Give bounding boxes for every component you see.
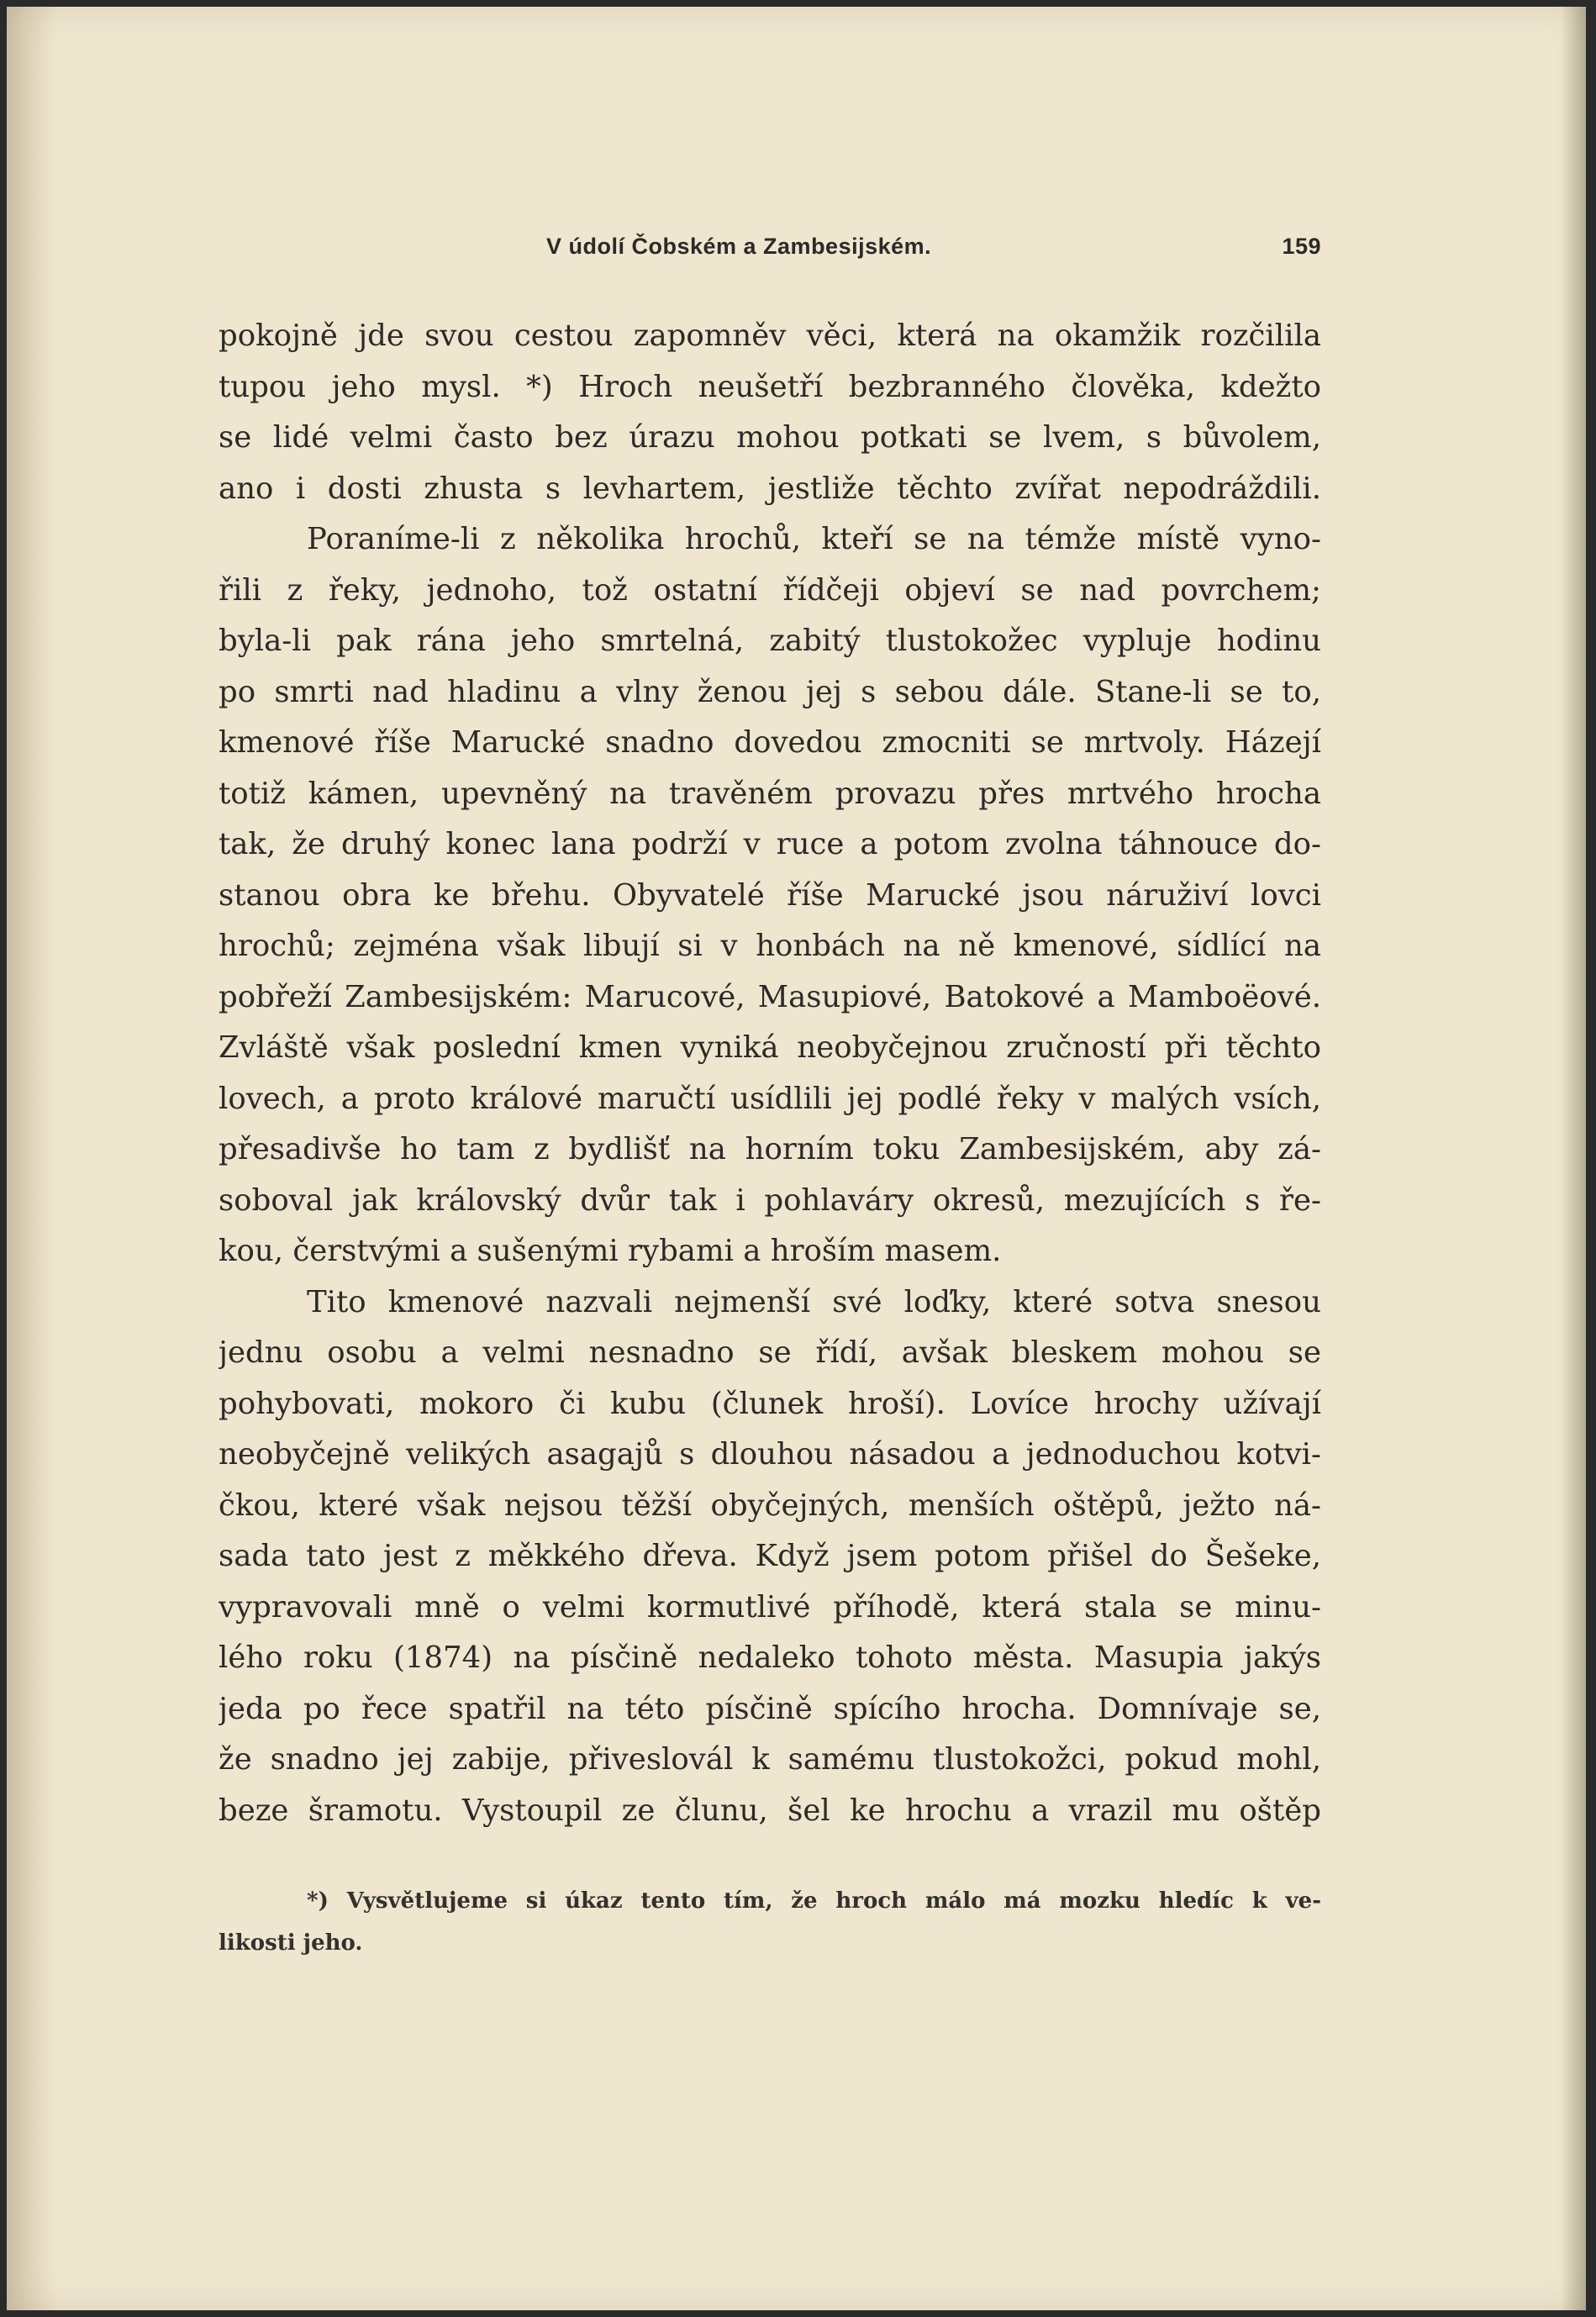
paragraph-2: [219, 514, 1321, 1277]
text-line: Tito kmenové nazvali nejmenší své loďky, které sotva snesou: [307, 1284, 1321, 1319]
text-line: čkou, které však nejsou těžší obyčejných, menších oštěpů, ježto ná-: [219, 1488, 1321, 1523]
text-line: kmenové říše Marucké snadno dovedou zmocniti se mrtvoly. Házejí: [219, 725, 1321, 760]
text-line: že snadno jej zabije, přiveslovál k samému tlustokožci, pokud mohl,: [219, 1742, 1321, 1777]
text-line: pokojně jde svou cestou zapomněv věci, která na okamžik rozčilila: [219, 319, 1321, 353]
text-line: jeda po řece spatřil na této písčině spícího hrocha. Domnívaje se,: [219, 1691, 1321, 1726]
text-line: jednu osobu a velmi nesnadno se řídí, avšak bleskem mohou se: [219, 1335, 1321, 1370]
text-line: po smrti nad hladinu a vlny ženou jej s sebou dále. Stane-li se to,: [219, 674, 1321, 709]
paragraph-3: [219, 1277, 1321, 1837]
running-head: [219, 227, 1321, 264]
footnote: [219, 1880, 1321, 1964]
paragraph-1: [219, 311, 1321, 514]
footnote-line: *) Vysvětlujeme si úkaz tento tím, že hroch málo má mozku hledíc k ve-: [307, 1888, 1321, 1914]
text-line: přesadivše ho tam z bydlišť na horním toku Zambesijském, aby zá-: [219, 1132, 1321, 1166]
text-line: tak, že druhý konec lana podrží v ruce a potom zvolna táhnouce do-: [219, 827, 1321, 861]
text-line: řili z řeky, jednoho, tož ostatní řídčeji objeví se nad povrchem;: [219, 572, 1321, 608]
text-line: vypravovali mně o velmi kormutlivé příhodě, která stala se minu-: [219, 1589, 1321, 1625]
text-line: se lidé velmi často bez úrazu mohou potkati se lvem, s bůvolem,: [219, 420, 1321, 455]
page-edge-shadow: [1561, 7, 1586, 2310]
text-line: hrochů; zejména však libují si v honbách na ně kmenové, sídlící na: [219, 929, 1321, 963]
text-line: beze šramotu. Vystoupil ze člunu, šel ke hrochu a vrazil mu oštěp: [219, 1793, 1321, 1828]
text-line: totiž kámen, upevněný na travěném provazu přes mrtvého hrocha: [219, 776, 1321, 811]
page-gutter-shadow: [7, 7, 57, 2310]
text-line: stanou obra ke břehu. Obyvatelé říše Marucké jsou náruživí lovci: [219, 877, 1321, 913]
footnote-line: likosti jeho.: [219, 1930, 363, 1956]
text-line: lého roku (1874) na písčině nedaleko tohoto města. Masupia jakýs: [219, 1640, 1321, 1675]
text-line: byla-li pak rána jeho smrtelná, zabitý tlustokožec vypluje hodinu: [219, 624, 1321, 658]
body-text: [219, 311, 1321, 1836]
text-line: neobyčejně velikých asagajů s dlouhou násadou a jednoduchou kotvi-: [219, 1437, 1321, 1472]
page-number: 159: [1282, 234, 1321, 259]
text-line: Zvláště však poslední kmen vyniká neobyčejnou zručností při těchto: [219, 1030, 1321, 1065]
text-line: pobřeží Zambesijském: Marucové, Masupiové, Batokové a Mamboëové.: [219, 979, 1321, 1014]
text-line: soboval jak královský dvůr tak i pohlaváry okresů, mezujících s ře-: [219, 1182, 1321, 1218]
book-page: [7, 7, 1586, 2310]
text-line: tupou jeho mysl. *) Hroch neušetří bezbranného člověka, kdežto: [219, 369, 1321, 404]
text-line: lovech, a proto králové maručtí usídlili jej podlé řeky v malých vsích,: [219, 1081, 1321, 1116]
text-line: ano i dosti zhusta s levhartem, jestliže těchto zvířat nepodráždili.: [219, 471, 1321, 506]
text-line: Poraníme-li z několika hrochů, kteří se na témže místě vyno-: [307, 522, 1321, 556]
text-line: pohybovati, mokoro či kubu (člunek hroší). Lovíce hrochy užívají: [219, 1386, 1321, 1421]
running-title: V údolí Čobském a Zambesijském.: [546, 234, 932, 259]
text-block: [219, 227, 1321, 1964]
text-line: kou, čerstvými a sušenými rybami a hroším masem.: [219, 1234, 1002, 1268]
text-line: sada tato jest z měkkého dřeva. Když jsem potom přišel do Šešeke,: [219, 1539, 1321, 1573]
